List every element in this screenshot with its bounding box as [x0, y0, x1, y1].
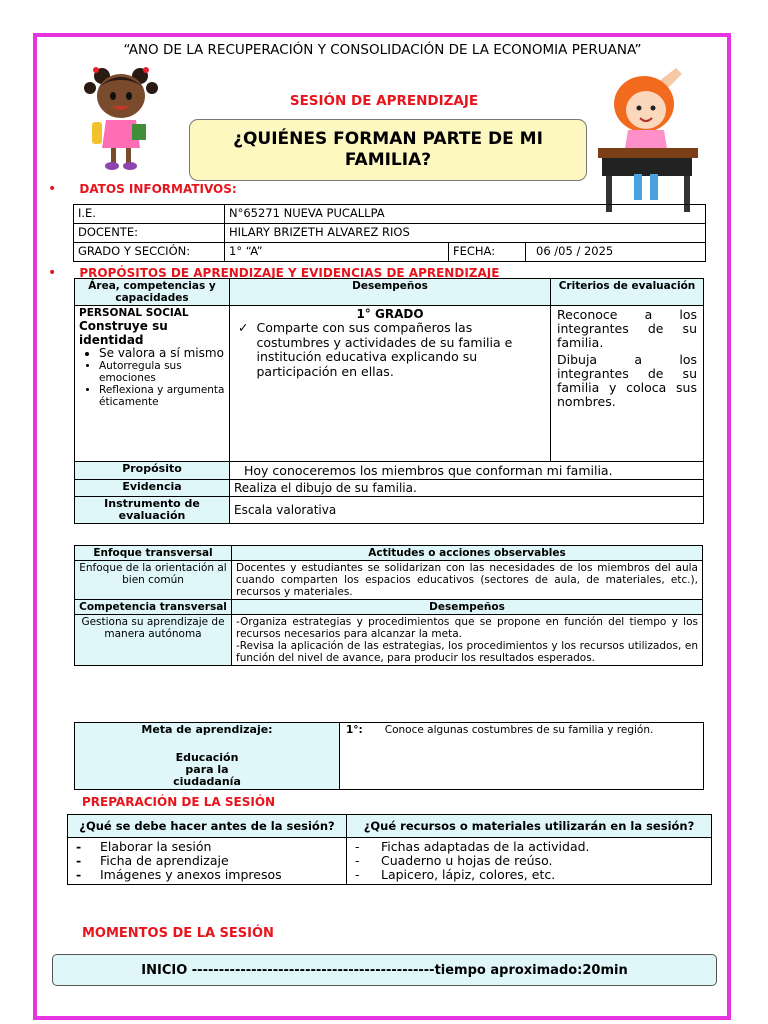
meta-label: Meta de aprendizaje:	[141, 723, 273, 736]
antes-cell	[68, 838, 347, 885]
capacidad-item: • Se valora a sí mismo	[99, 347, 225, 360]
recurso-item-text: Fichas adaptadas de la actividad.	[381, 839, 590, 854]
recurso-item: - Cuaderno u hojas de reúso.	[355, 853, 553, 868]
antes-item-text: Elaborar la sesión	[100, 839, 212, 854]
year-motto: “ANO DE LA RECUPERACIÓN Y CONSOLIDACIÓN DE LA ECONOMIA PERUANA”	[123, 42, 642, 58]
preparacion-title: PREPARACIÓN DE LA SESIÓN	[82, 795, 276, 809]
enfoque-value: Enfoque de la orientación al bien común	[75, 561, 232, 600]
recurso-item-text: Cuaderno u hojas de reúso.	[381, 853, 553, 868]
col-enfoque: Enfoque transversal	[75, 546, 232, 561]
fecha-label: FECHA:	[449, 243, 526, 262]
grado-label: GRADO Y SECCIÓN:	[74, 243, 225, 262]
fecha-value: 06 /05 / 2025	[526, 243, 706, 262]
antes-item: - Imágenes y anexos impresos	[76, 867, 282, 882]
session-title: ¿QUIÉNES FORMAN PARTE DE MI FAMILIA?	[233, 129, 543, 170]
datos-table	[73, 204, 706, 262]
desempeno-transversal-1: -Organiza estrategias y procedimientos que se propone en función del tiempo y los recursos necesarios para alcanzar la meta.	[236, 616, 698, 640]
col-criterios: Criterios de evaluación	[551, 279, 704, 306]
competencia-value: Gestiona su aprendizaje de manera autónoma	[75, 615, 232, 666]
momentos-title: MOMENTOS DE LA SESIÓN	[82, 926, 274, 941]
col-desempenos: Desempeños	[230, 279, 551, 306]
capacidades-list	[79, 347, 225, 408]
grado-value: 1° “A”	[225, 243, 449, 262]
instrumento-value: Escala valorativa	[230, 497, 704, 524]
session-title-box	[189, 119, 587, 181]
desempeno-text: Comparte con sus compañeros las costumbres y actividades de su familia e institución educativa explicando su participación en ellas.	[256, 320, 513, 379]
docente-label: DOCENTE:	[74, 224, 225, 243]
area-cell	[75, 306, 230, 462]
col-recursos: ¿Qué recursos o materiales utilizarán en la sesión?	[347, 815, 712, 838]
propositos-title: PROPÓSITOS DE APRENDIZAJE Y EVIDENCIAS DE APRENDIZAJE	[79, 266, 500, 280]
meta-grado: 1°:	[346, 724, 363, 736]
meta-text-cell	[340, 723, 704, 790]
meta-table	[74, 722, 704, 790]
criterios-cell	[551, 306, 704, 462]
ie-label: I.E.	[74, 205, 225, 224]
inicio-box	[52, 954, 717, 986]
preparacion-table	[67, 814, 712, 885]
docente-value: HILARY BRIZETH ALVAREZ RIOS	[225, 224, 706, 243]
col-actitudes: Actitudes o acciones observables	[232, 546, 703, 561]
meta-cell	[75, 723, 340, 790]
col-area: Área, competencias y capacidades	[75, 279, 230, 306]
desempeno-item	[234, 321, 546, 379]
capacidad-item: • Reflexiona y argumenta éticamente	[99, 384, 225, 408]
datos-title: DATOS INFORMATIVOS:	[79, 182, 237, 196]
evidencia-value: Realiza el dibujo de su familia.	[230, 480, 704, 497]
antes-item: - Ficha de aprendizaje	[76, 853, 229, 868]
antes-item: - Elaborar la sesión	[76, 839, 212, 854]
criterio-1: Reconoce a los integrantes de su familia.	[557, 307, 697, 350]
competencia-name: Construye su identidad	[79, 319, 168, 347]
girl-at-desk-illustration	[596, 62, 706, 214]
antes-item-text: Ficha de aprendizaje	[100, 853, 229, 868]
col-antes: ¿Qué se debe hacer antes de la sesión?	[68, 815, 347, 838]
desempeno-cell	[230, 306, 551, 462]
recurso-item: - Lapicero, lápiz, colores, etc.	[355, 867, 556, 882]
area-name: PERSONAL SOCIAL	[79, 307, 189, 319]
enfoque-table	[74, 545, 703, 666]
bullet-icon: •	[48, 181, 57, 197]
ie-value: N°65271 NUEVA PUCALLPA	[225, 205, 706, 224]
meta-text: Conoce algunas costumbres de su familia y región.	[384, 724, 654, 736]
recurso-item-text: Lapicero, lápiz, colores, etc.	[381, 867, 556, 882]
desempenos-transversal-cell	[232, 615, 703, 666]
recurso-item: - Fichas adaptadas de la actividad.	[355, 839, 590, 854]
proposito-value: Hoy conoceremos los miembros que conforman mi familia.	[230, 462, 704, 480]
col-competencia: Competencia transversal	[75, 600, 232, 615]
datos-heading	[48, 178, 237, 197]
col-desempenos-transversal: Desempeños	[232, 600, 703, 615]
criterio-2: Dibuja a los integrantes de su familia y coloca sus nombres.	[557, 352, 697, 409]
actitud-value: Docentes y estudiantes se solidarizan con las necesidades de los miembros del aula cuando comparten los espacios educativos (sectores de aula, de materiales, etc.), recursos y materiales.	[232, 561, 703, 600]
instrumento-label: Instrumento de evaluación	[75, 497, 230, 524]
girl-student-illustration	[80, 62, 162, 174]
evidencia-label: Evidencia	[75, 480, 230, 497]
recursos-cell	[347, 838, 712, 885]
antes-item-text: Imágenes y anexos impresos	[100, 867, 282, 882]
propositos-table	[74, 278, 704, 524]
grado-title: 1° GRADO	[356, 307, 424, 321]
desempeno-transversal-2: -Revisa la aplicación de las estrategias, los procedimientos y los recursos utilizados, en función del nivel de avance, para producir los resultados esperados.	[236, 640, 698, 664]
checkmark-icon: ✓	[238, 320, 249, 335]
proposito-label: Propósito	[75, 462, 230, 480]
capacidad-item: • Autorregula sus emociones	[99, 360, 225, 384]
session-label: SESIÓN DE APRENDIZAJE	[289, 93, 479, 109]
meta-area: Educación para la ciudadanía	[173, 751, 241, 788]
inicio-text: INICIO ---------------------------------------------tiempo aproximado:20min	[141, 962, 628, 978]
bullet-icon: •	[48, 265, 57, 281]
